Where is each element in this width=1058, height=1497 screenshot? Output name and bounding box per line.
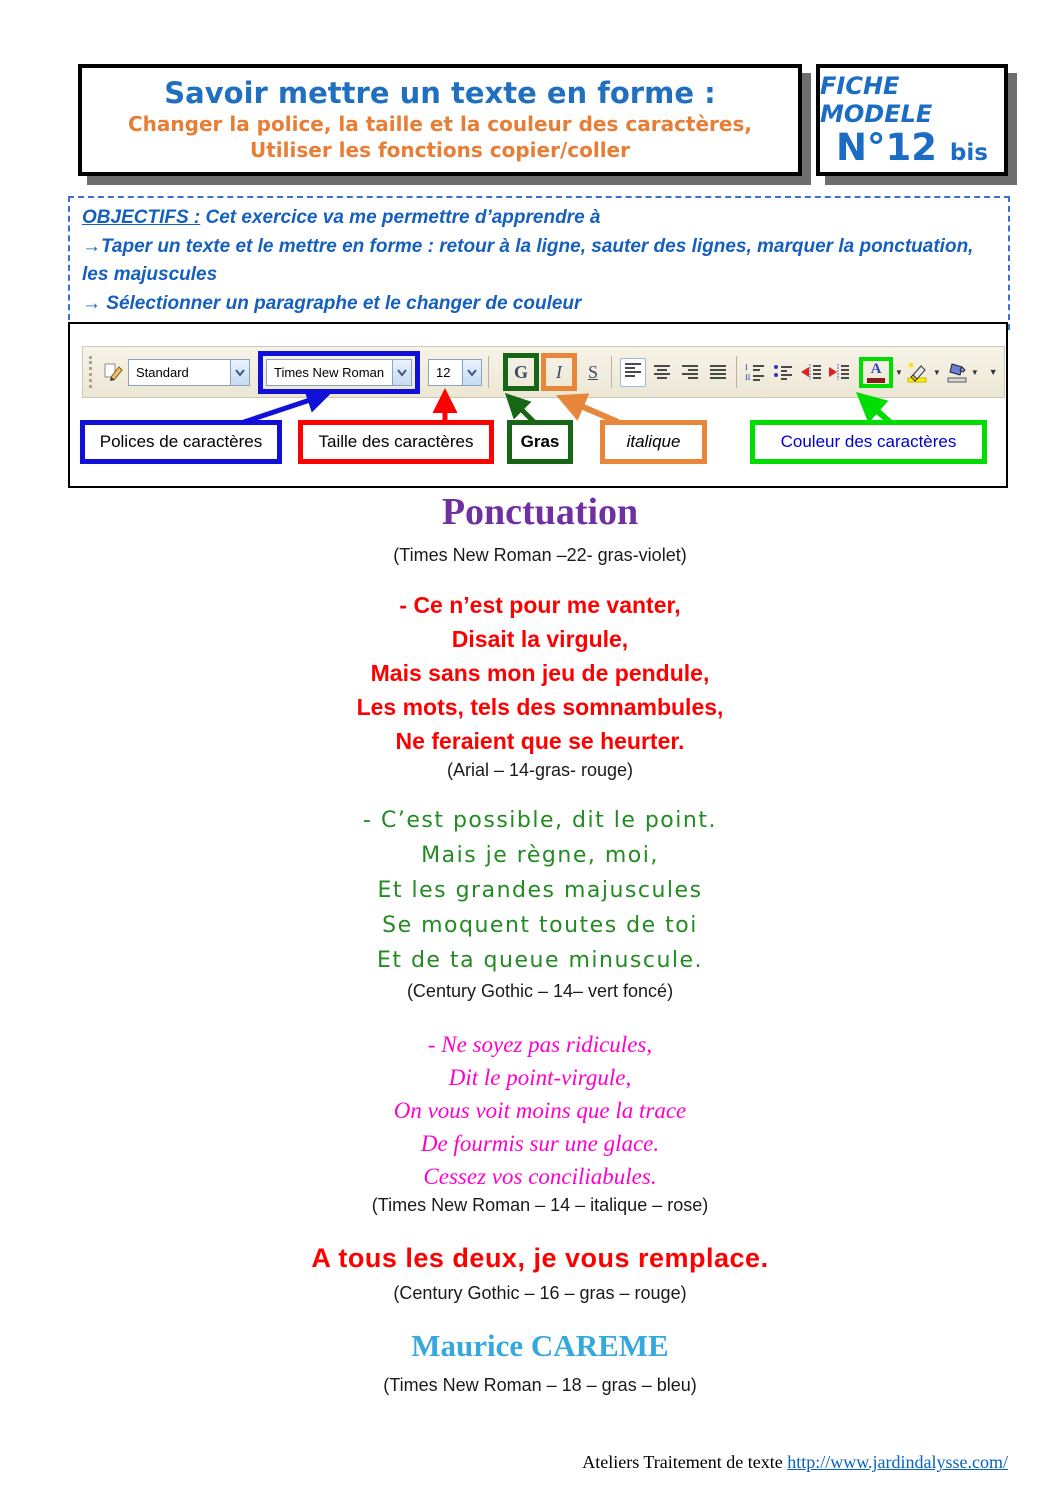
paragraph-style-value: Standard [136,364,189,380]
stanza-red [30,588,1050,758]
poem-closing-caption: (Century Gothic – 16 – gras – rouge) [393,1283,687,1303]
poem-line: On vous voit moins que la trace [393,1098,687,1123]
callout-bold-label: Gras [507,420,573,464]
toolbar-separator [611,356,612,388]
align-right-button [678,360,702,384]
header-title-box [78,64,802,176]
fiche-badge [816,64,1008,176]
poem-line: Et les grandes majuscules [377,878,703,903]
chevron-down-icon [462,360,481,385]
footer [582,1452,1008,1473]
chevron-down-icon [392,360,411,385]
poem-title: Ponctuation [441,491,639,533]
highlight-color-button [907,360,931,384]
callout-color-label: Couleur des caractères [750,420,987,464]
underline-button: S [587,361,598,382]
objective-item-1: →Taper un texte et le mettre en forme : retour à la ligne, sauter des lignes, marquer la ponctuation, les majuscules [82,235,974,285]
stanza-green [30,803,1050,978]
font-color-button [865,362,887,383]
fiche-number: N°12 [836,125,938,169]
increase-indent-icon [827,360,851,384]
font-color-button-highlight [859,357,893,388]
chevron-down-icon: ▼ [895,367,903,377]
poem-line: - Ce n’est pour me vanter, [399,592,681,618]
objectives-heading: OBJECTIFS : [82,207,201,228]
stanza-red-caption: (Arial – 14-gras- rouge) [446,760,634,780]
format-paintbrush-icon [102,360,126,384]
header [78,64,1008,176]
footer-link[interactable]: http://www.jardindalysse.com/ [787,1452,1008,1472]
poem-title-caption: (Times New Roman –22- gras-violet) [393,545,687,565]
page-title: Savoir mettre un texte en forme : [164,76,716,111]
poem-line: Mais je règne, moi, [421,843,659,868]
stanza-green-caption: (Century Gothic – 14– vert foncé) [406,981,674,1001]
poem-line: De fourmis sur une glace. [420,1131,660,1156]
stanza-rose-caption: (Times New Roman – 14 – italique – rose) [371,1195,709,1215]
poem-line: Dit le point-virgule, [448,1065,632,1090]
poem-line: - C’est possible, dit le point. [363,808,717,833]
numbered-list-icon [743,360,767,384]
font-color-letter: A [870,360,882,377]
poem-line: Cessez vos conciliabules. [423,1164,657,1189]
italic-button-highlight [541,353,577,391]
poem-line: - Ne soyez pas ridicules, [427,1032,653,1057]
page-subtitle-line2: Utiliser les fonctions copier/coller [250,137,630,162]
callout-italic-label: italique [600,420,707,464]
font-size-value: 12 [436,364,451,380]
font-color-swatch [867,378,885,383]
font-name-combo [266,359,412,386]
toolbar-drag-handle-icon [89,356,96,388]
poem-line: Ne feraient que se heurter. [395,728,685,754]
chevron-down-icon [230,360,249,385]
objective-item-2: → Sélectionner un paragraphe et le changer de couleur [82,292,582,314]
align-left-button [620,358,646,387]
toolbar-separator [488,356,489,388]
poem-line: Les mots, tels des somnambules, [356,694,724,720]
poem-line: Se moquent toutes de toi [382,913,698,938]
align-center-button [650,360,674,384]
fiche-number-suffix: bis [949,139,988,166]
toolbar-figure-panel [68,322,1008,488]
fiche-badge-title: FICHE MODELE [820,71,933,128]
font-combo-highlight [258,351,420,394]
toolbar-overflow-icon: ▼ [988,367,998,377]
font-size-combo [428,359,482,386]
poem-author-caption: (Times New Roman – 18 – gras – bleu) [383,1375,697,1395]
objectives-intro: Cet exercice va me permettre d’apprendre à [200,207,601,228]
poem-author: Maurice CAREME [411,1328,669,1363]
decrease-indent-icon [799,360,823,384]
objectives-box [68,196,1010,330]
bold-button-highlight [503,353,539,391]
italic-button: I [556,361,562,382]
fiche-badge-number [836,125,988,169]
align-justify-button [706,360,730,384]
italic-callout-arrow [567,400,618,422]
bold-button: G [513,361,528,382]
formatting-toolbar [82,346,1005,398]
toolbar-separator [736,356,737,388]
chevron-down-icon: ▼ [970,367,979,377]
font-name-value: Times New Roman [274,364,385,380]
stanza-rose [30,1028,1050,1193]
poem-closing-line: A tous les deux, je vous remplace. [311,1243,769,1273]
chevron-down-icon: ▼ [932,367,941,377]
callout-font-label: Polices de caractères [80,420,282,464]
objectives-heading-line [82,204,996,233]
callout-size-label: Taille des caractères [298,420,494,464]
svg-text:I: I [745,363,748,372]
poem-line: Disait la virgule, [451,626,629,652]
poem-line: Mais sans mon jeu de pendule, [370,660,710,686]
page-subtitle-line1: Changer la police, la taille et la couleur des caractères, [128,111,752,136]
poem-line: Et de ta queue minuscule. [376,948,704,973]
svg-text:II: II [745,373,751,382]
bullet-list-icon [771,360,795,384]
paragraph-style-combo [128,359,250,386]
background-color-button [945,360,969,384]
footer-text: Ateliers Traitement de texte [582,1452,788,1472]
